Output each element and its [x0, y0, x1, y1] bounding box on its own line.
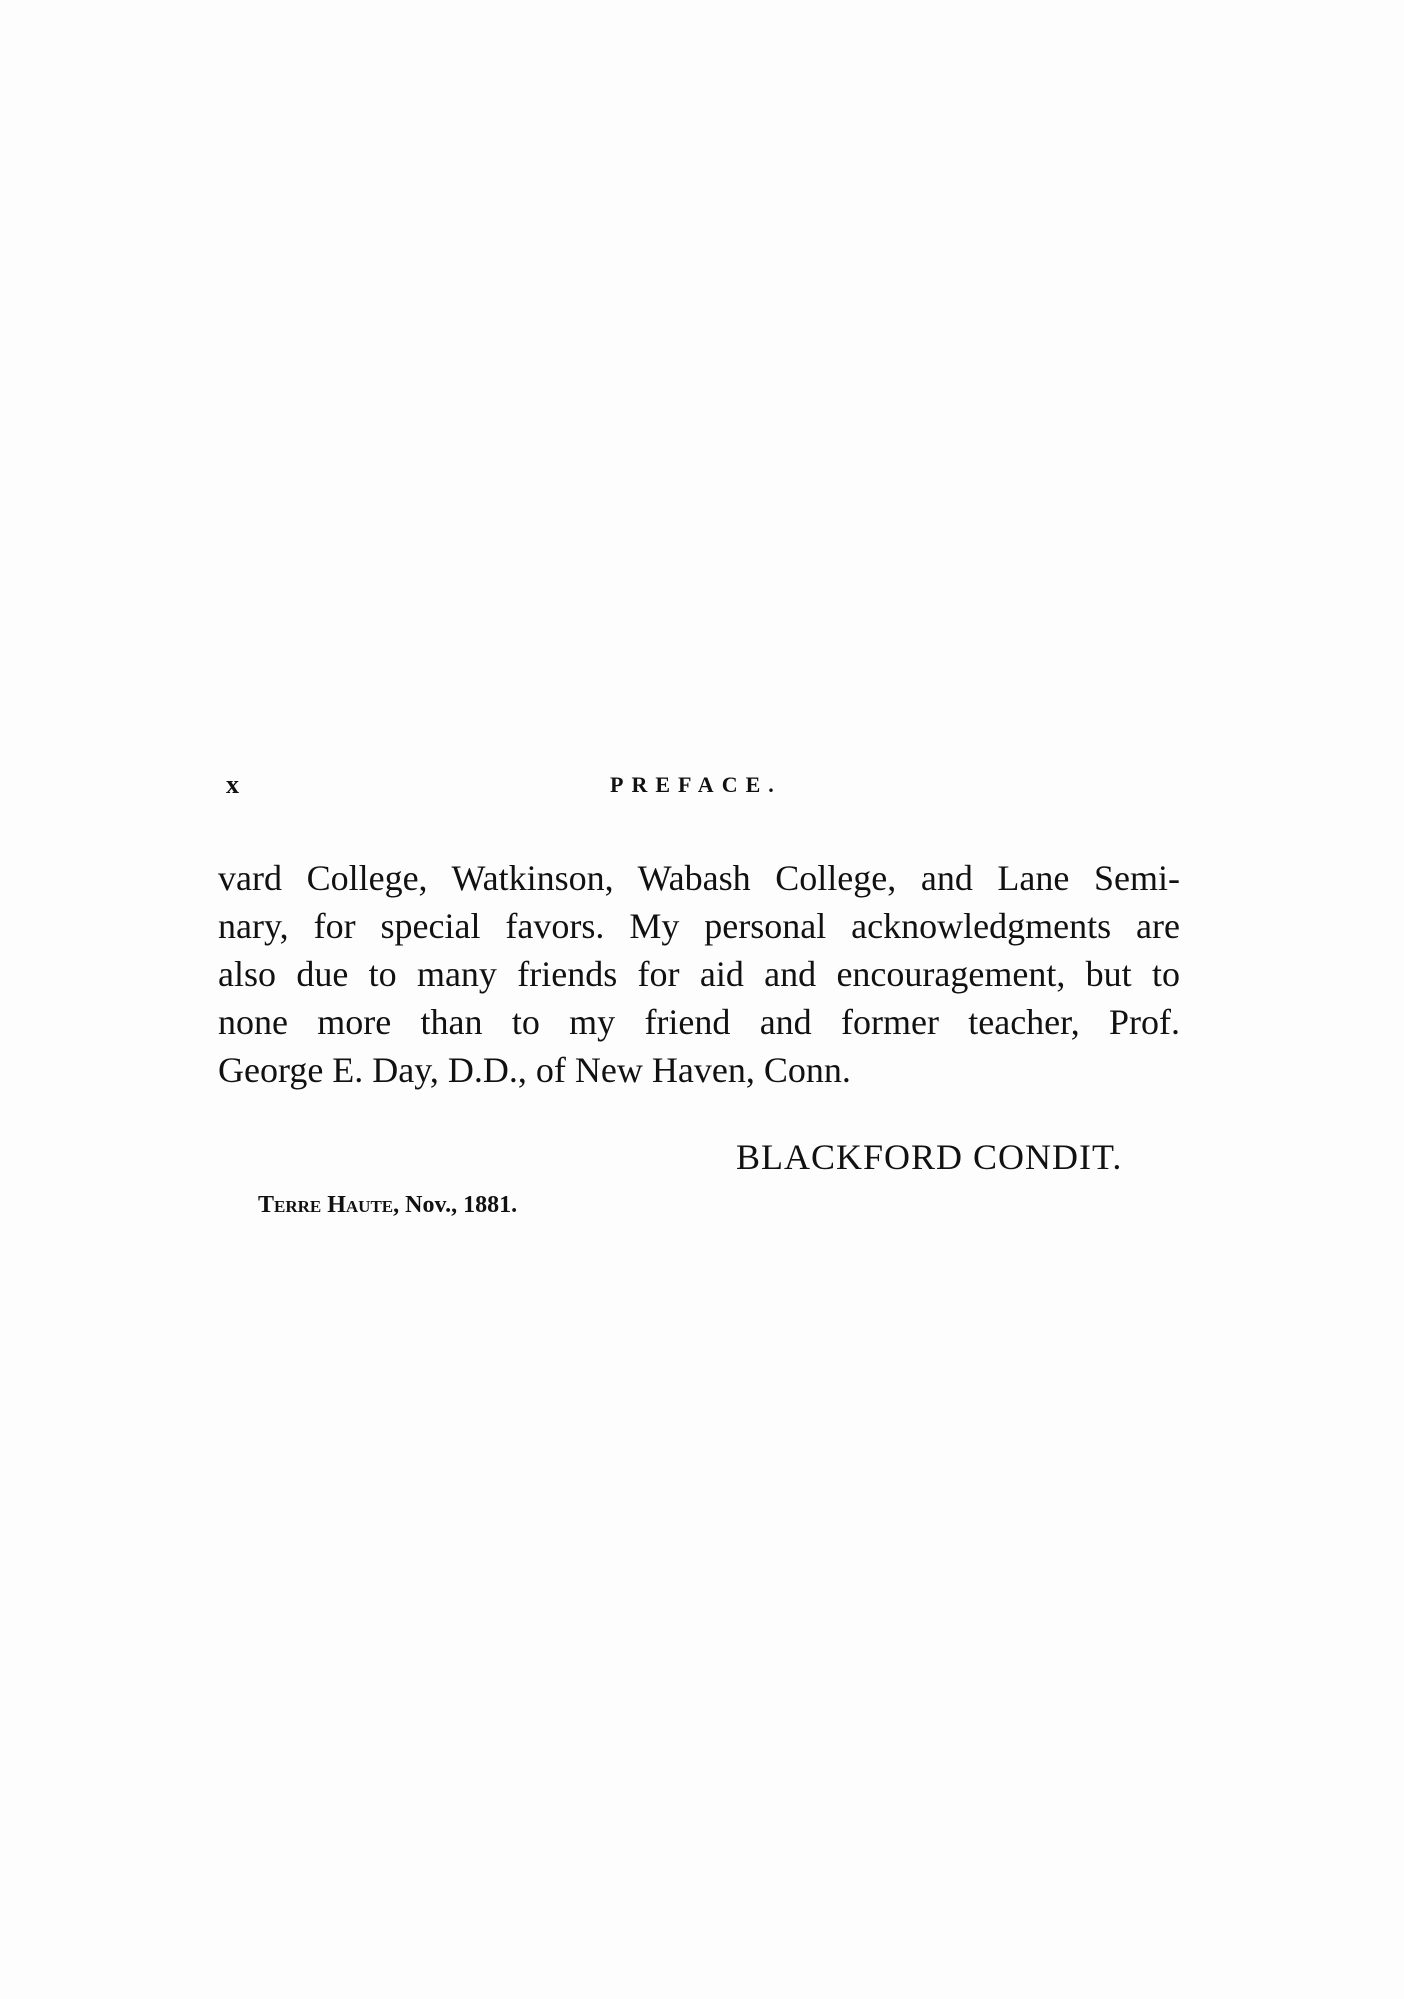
text-line: vard College, Watkinson, Wabash College, and Lane Semi- [218, 858, 1180, 898]
date: Nov., 1881. [405, 1192, 518, 1218]
text-line: also due to many friends for aid and encouragement, but to [218, 954, 1180, 994]
text-line: none more than to my friend and former teacher, Prof. [218, 1002, 1180, 1042]
page-header [226, 770, 796, 810]
text-line: George E. Day, D.D., of New Haven, Conn. [218, 1050, 851, 1090]
author-signature: BLACKFORD CONDIT. [736, 1137, 1123, 1177]
place-and-date [258, 1192, 517, 1219]
place: Terre Haute, [258, 1192, 400, 1218]
preface-paragraph [218, 854, 1180, 1094]
running-title: PREFACE. [610, 772, 782, 797]
text-line: nary, for special favors. My personal acknowledgments are [218, 906, 1180, 946]
page-number: x [226, 770, 240, 799]
